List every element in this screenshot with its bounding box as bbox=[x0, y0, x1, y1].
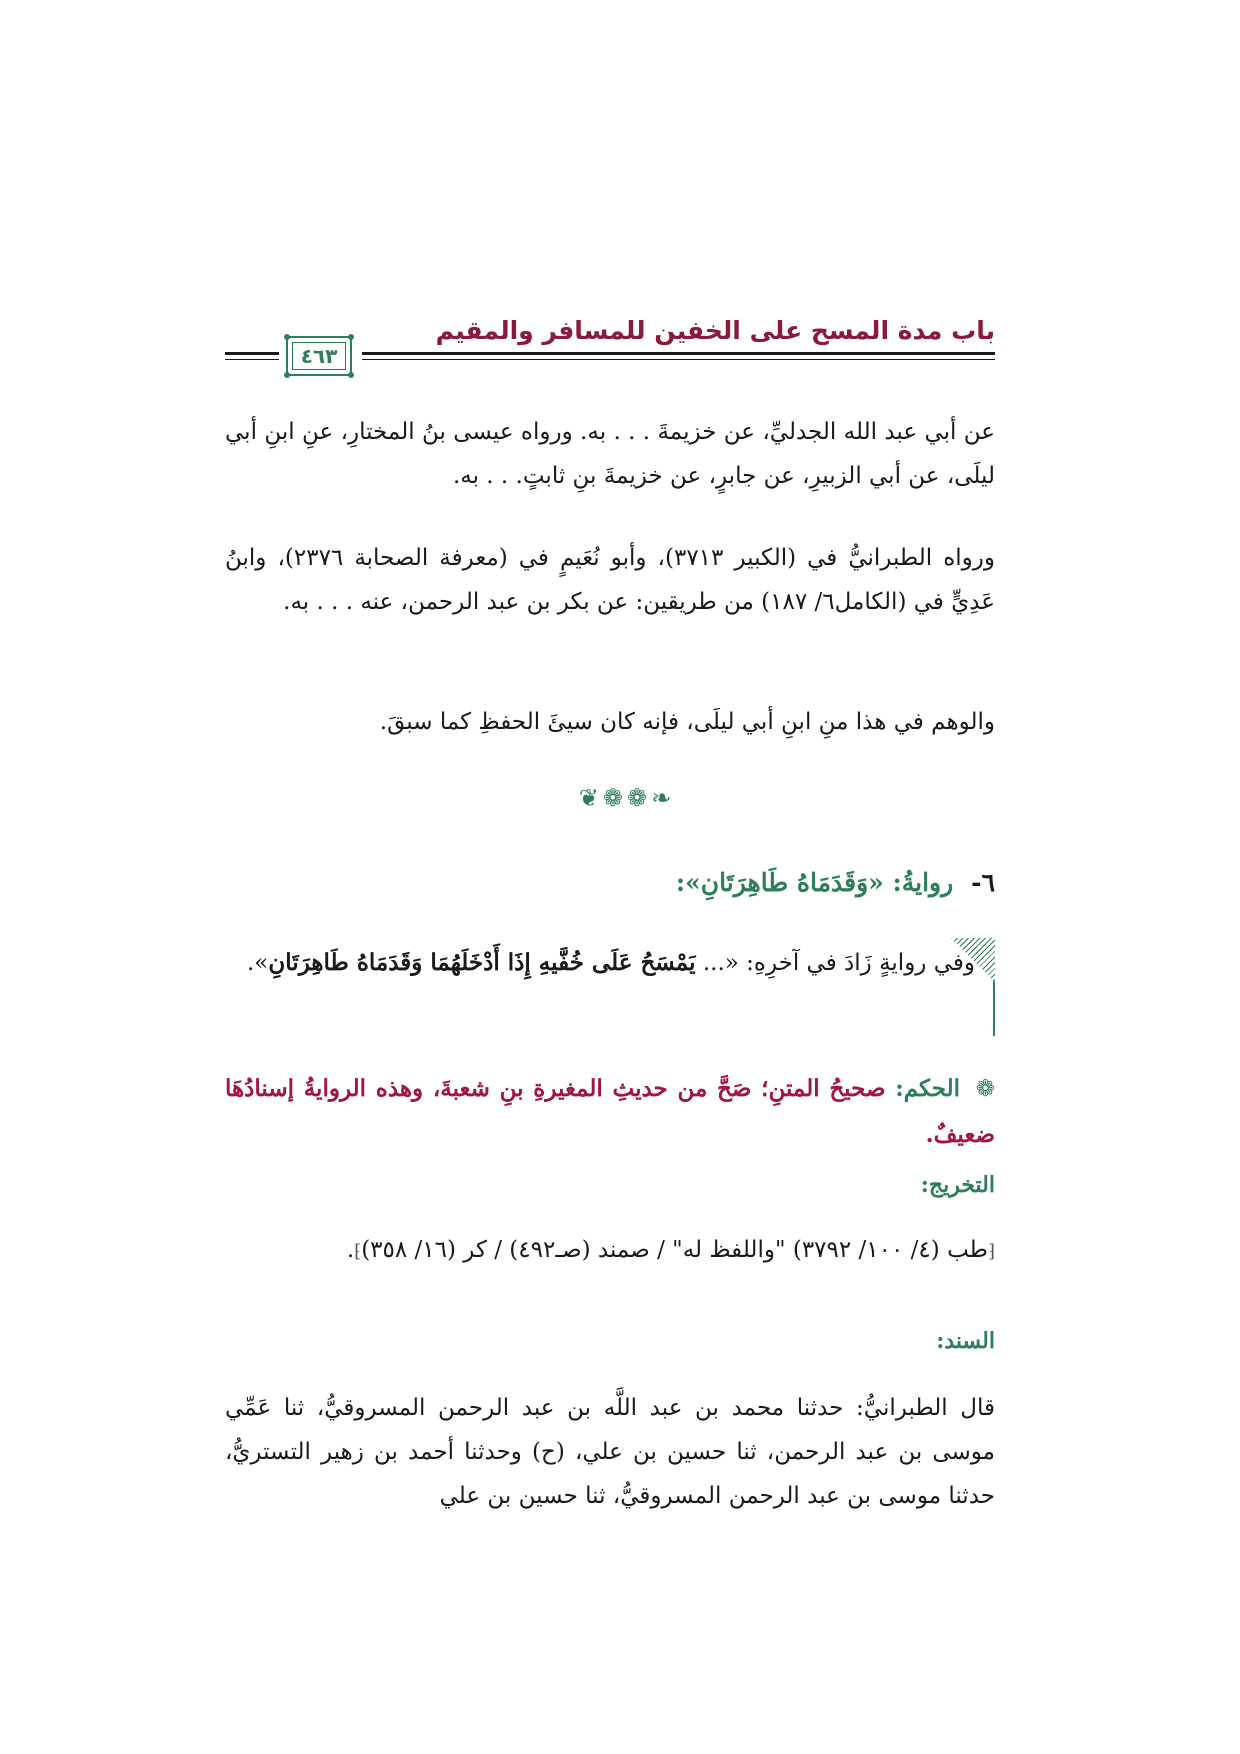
hadith-quote bbox=[225, 940, 975, 986]
takhrij-references bbox=[225, 1228, 995, 1274]
ruling-text: صحيحُ المتنِ؛ صَحَّ من حديثِ المغيرةِ بنِ شعبةَ، وهذه الروايةُ إسنادُهَا ضعيفٌ. bbox=[225, 1075, 995, 1148]
open-bracket-icon: ⁅ bbox=[987, 1241, 995, 1262]
sanad-text: قال الطبرانيُّ: حدثنا محمد بن عبد اللَّه بن عبد الرحمن المسروقيُّ، ثنا عَمِّي موسى بن عبد الرحمن، ثنا حسين بن علي، (ح) وحدثنا أحمد بن زهير التستريُّ، حدثنا موسى بن عبد الرحمن المسروقيُّ، ثنا حسين بن علي bbox=[225, 1395, 995, 1509]
section-heading bbox=[676, 868, 995, 897]
badge-ornament-dot bbox=[348, 334, 354, 340]
section-number: ٦- bbox=[971, 868, 995, 897]
hadith-text: يَمْسَحُ عَلَى خُفَّيهِ إِذَا أَدْخَلَهُمَا وَقَدَمَاهُ طَاهِرَتَانِ bbox=[268, 949, 696, 976]
flower-icon: ❁ bbox=[627, 784, 648, 812]
takhrij-text: طب (٤/ ١٠٠/ ٣٧٩٢) "واللفظ له" / صمند (صـ٤٩٢) / كر (١٦/ ٣٥٨) bbox=[361, 1237, 988, 1263]
close-bracket-icon: ⁆ bbox=[354, 1241, 362, 1262]
takhrij-label: التخريج: bbox=[920, 1172, 995, 1198]
page-number-badge bbox=[286, 336, 352, 376]
takhrij-end: . bbox=[346, 1237, 355, 1263]
scroll-left-icon: ❦ bbox=[578, 784, 599, 812]
hadith-quote-box bbox=[225, 940, 995, 1036]
section-title: روايةُ: «وَقَدَمَاهُ طَاهِرَتَانِ»: bbox=[675, 868, 954, 897]
ruling-label: الحكم: bbox=[895, 1075, 960, 1102]
chapter-title: باب مدة المسح على الخفين للمسافر والمقيم bbox=[435, 316, 995, 345]
header-rule-right-thick bbox=[362, 352, 995, 355]
section-divider-ornament bbox=[570, 783, 680, 813]
paragraph-narration-chain: عن أبي عبد الله الجدليِّ، عن خزيمةَ . . . به. ورواه عيسى بنُ المختارِ، عنِ ابنِ أبي ليلَى، عن أبي الزبيرِ، عن جابرٍ، عن خزيمةَ بنِ ثابتٍ. . . به. bbox=[225, 419, 995, 489]
header-rule-left-thick bbox=[225, 352, 279, 355]
scroll-right-icon: ❧ bbox=[651, 784, 672, 812]
page-number: ٤٦٣ bbox=[292, 342, 346, 370]
quote-close: ». bbox=[247, 950, 269, 976]
flower-bullet-icon: ❁ bbox=[975, 1076, 995, 1102]
badge-ornament-dot bbox=[284, 334, 290, 340]
badge-ornament-dot bbox=[348, 372, 354, 378]
paragraph-weakness-note: والوهم في هذا منِ ابنِ أبي ليلَى، فإنه كان سيئَ الحفظِ كما سبقَ. bbox=[379, 709, 995, 735]
paragraph-sources: ورواه الطبرانيُّ في (الكبير ٣٧١٣)، وأبو نُعَيمٍ في (معرفة الصحابة ٢٣٧٦)، وابنُ عَدِيٍّ في (الكامل٦/ ١٨٧) من طريقين: عن بكر بن عبد الرحمن، عنه . . . به. bbox=[225, 545, 995, 615]
header-rule-right-thin bbox=[362, 359, 995, 360]
badge-ornament-dot bbox=[284, 372, 290, 378]
header-rule-left-thin bbox=[225, 359, 279, 360]
ruling-block bbox=[225, 1066, 995, 1158]
quote-intro: وفي روايةٍ زَادَ في آخرِهِ: «... bbox=[702, 950, 975, 976]
flower-icon: ❁ bbox=[602, 784, 623, 812]
sanad-label: السند: bbox=[936, 1328, 995, 1354]
